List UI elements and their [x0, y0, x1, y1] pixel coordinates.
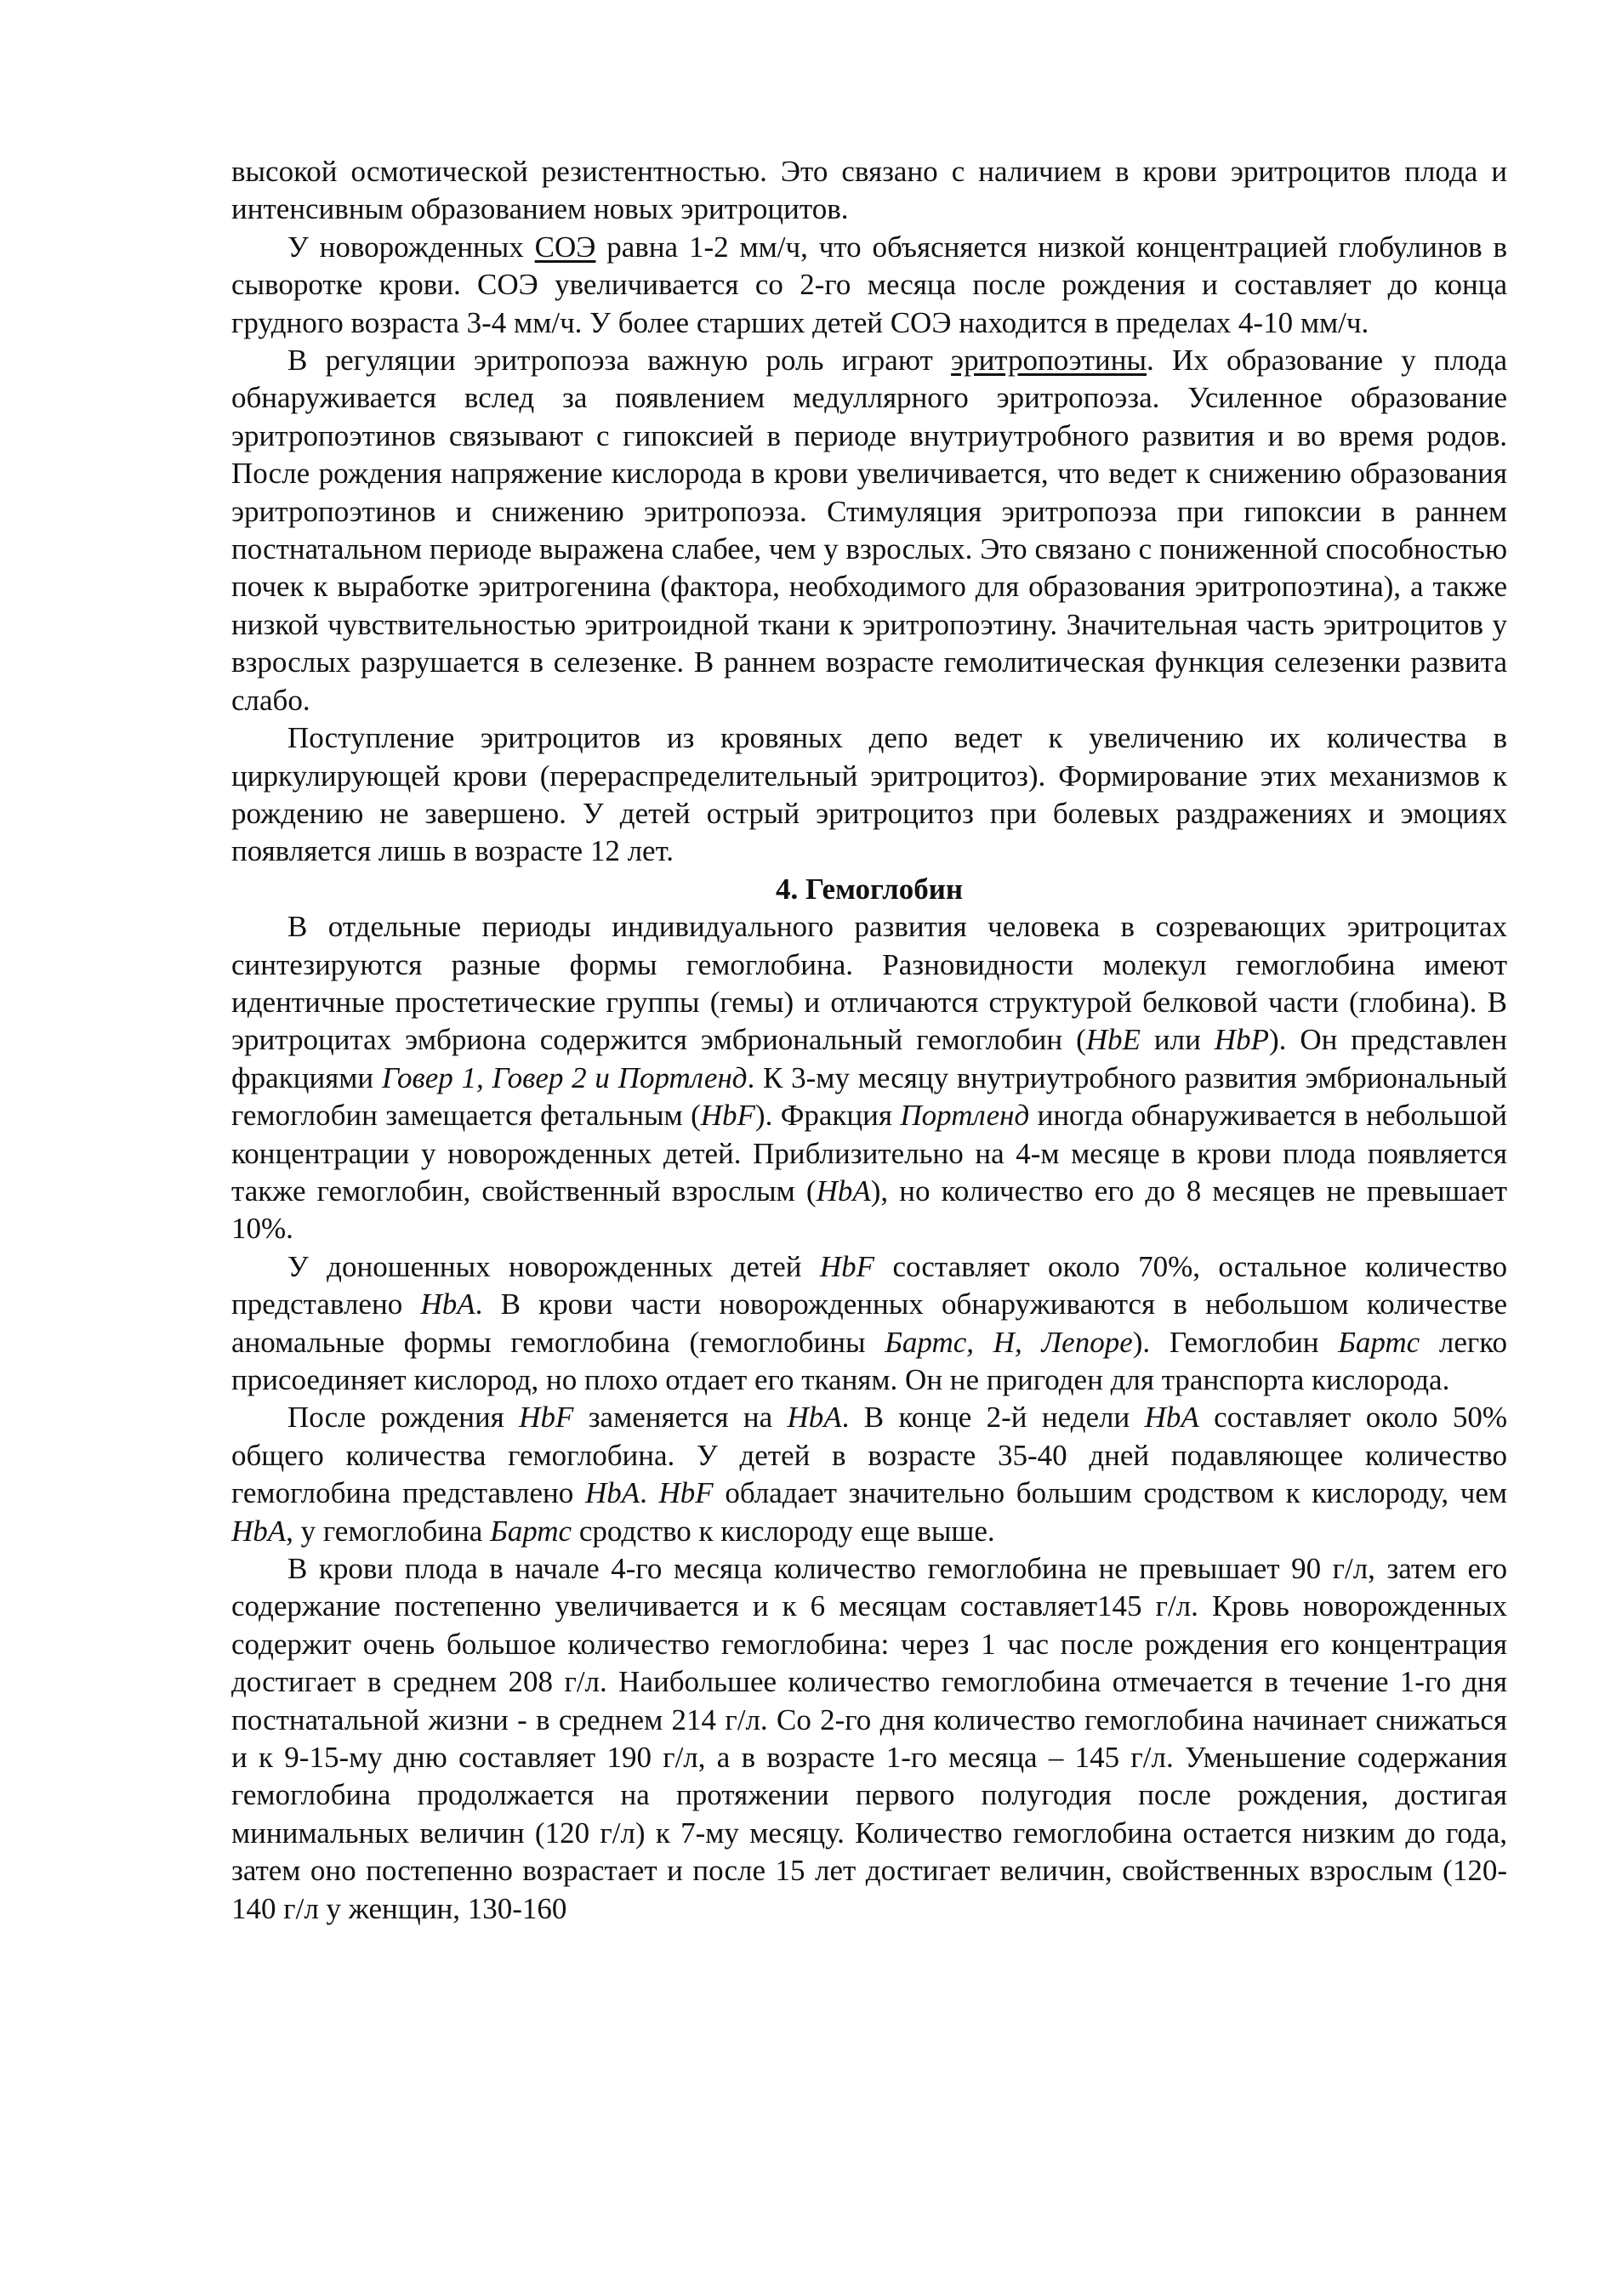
- term-hba: HbA: [1144, 1401, 1199, 1435]
- paragraph-postnatal-replacement: [231, 1399, 1507, 1550]
- paragraph-text: равна 1-2 мм/ч, что объясняется низкой концентрацией глобулинов в сыворотке крови. СОЭ увеличивается со 2-го месяца после рождения и составляет до конца грудного возраста 3-4 мм/ч. У более старших детей СОЭ находится в пределах 4-10 мм/ч.: [231, 230, 1507, 339]
- term-hba: HbA: [420, 1287, 475, 1321]
- paragraph-erythrocytosis: [231, 719, 1507, 871]
- section-title: 4. Гемоглобин: [775, 872, 964, 906]
- paragraph-text: После рождения: [287, 1401, 520, 1435]
- term-abnormal-forms: Бартс, Н, Лепоре: [885, 1325, 1133, 1359]
- term-hbf: HbF: [819, 1249, 875, 1283]
- paragraph-text: .: [640, 1476, 659, 1510]
- paragraph-text: В крови плода в начале 4-го месяца количество гемоглобина не превышает 90 г/л, затем его содержание постепенно увеличивается и к 6 месяцам составляет145 г/л. Кровь новорожденных содержит очень большое количество гемоглобина: через 1 час после рождения его концентрация достигает в среднем 208 г/л. Наибольшее количество гемоглобина отмечается в течение 1-го дня постнатальной жизни - в среднем 214 г/л. Со 2-го дня количество гемоглобина начинает снижаться и к 9-15-му дню составляет 190 г/л, а в возрасте 1-го месяца – 145 г/л. Уменьшение содержания гемоглобина продолжается на протяжении первого полугодия после рождения, достигая минимальных величин (120 г/л) к 7-му месяцу. Количество гемоглобина остается низким до года, затем оно постепенно возрастает и после 15 лет достигает величин, свойственных взрослым (120-140 г/л у женщин, 130-160: [231, 1552, 1507, 1925]
- paragraph-text: . В крови части новорожденных обнаруживаются в небольшом количестве аномальные формы гемоглобина (гемоглобины: [231, 1287, 1507, 1359]
- link-erythropoietins[interactable]: эритропоэтины: [951, 344, 1147, 378]
- paragraph-text: В отдельные периоды индивидуального развития человека в созревающих эритроцитах синтезируются разные формы гемоглобина. Разновидности молекул гемоглобина имеют идентичные простетические группы (гемы) и отличаются структурой белковой части (глобина). В эритроцитах эмбриона содержится эмбриональный гемоглобин (: [231, 910, 1507, 1057]
- paragraph-text: составляет около 50% общего количества гемоглобина. У детей в возрасте 35-40 дней подавляющее количество гемоглобина представлено: [231, 1401, 1507, 1510]
- paragraph-osmotic-resistance: [231, 153, 1507, 229]
- term-hbf: HbF: [700, 1099, 755, 1133]
- paragraph-text: . Их образование у плода обнаруживается вслед за появлением медуллярного эритропоэза. Усиленное образование эритропоэтинов связывают с гипоксией в периоде внутриутробного развития и во время родов. После рождения напряжение кислорода в крови увеличивается, что ведет к снижению образования эритропоэтинов и снижению эритропоэза. Стимуляция эритропоэза при гипоксии в раннем постнатальном периоде выражена слабее, чем у взрослых. Это связано с пониженной способностью почек к выработке эритрогенина (фактора, необходимого для образования эритропоэтина), а также низкой чувствительностью эритроидной ткани к эритропоэтину. Значительная часть эритроцитов у взрослых разрушается в селезенке. В раннем возрасте гемолитическая функция селезенки развита слабо.: [231, 344, 1507, 717]
- link-soe[interactable]: СОЭ: [534, 230, 596, 264]
- term-hba: HbA: [231, 1514, 287, 1548]
- term-hba: HbA: [584, 1476, 640, 1510]
- paragraph-text: иногда обнаруживается в небольшой концентрации у новорожденных детей. Приблизительно на 4-м месяце в крови плода появляется также гемоглобин, свойственный взрослым (: [231, 1099, 1508, 1208]
- paragraph-text: заменяется на: [573, 1401, 788, 1435]
- paragraph-erythropoiesis-regulation: [231, 342, 1507, 719]
- paragraph-text: ). Фракция: [754, 1099, 901, 1133]
- paragraph-text: ), но количество его до 8 месяцев не превышает 10%.: [231, 1174, 1507, 1246]
- paragraph-text: или: [1140, 1023, 1215, 1057]
- paragraph-text: В регуляции эритропоэза важную роль играют: [287, 344, 952, 378]
- term-hba: HbA: [816, 1174, 871, 1208]
- paragraph-newborn-hemoglobin: [231, 1248, 1507, 1400]
- paragraph-hemoglobin-dynamics: [231, 1550, 1507, 1928]
- paragraph-text: обладает значительно большим сродством к кислороду, чем: [713, 1476, 1508, 1510]
- paragraph-text: высокой осмотической резистентностью. Это связано с наличием в крови эритроцитов плода и интенсивным образованием новых эритроцитов.: [231, 155, 1507, 226]
- paragraph-text: У новорожденных: [287, 230, 535, 264]
- paragraph-text: Поступление эритроцитов из кровяных депо ведет к увеличению их количества в циркулирующей крови (перераспределительный эритроцитоз). Формирование этих механизмов к рождению не завершено. У детей острый эритроцитоз при болевых раздражениях и эмоциях появляется лишь в возрасте 12 лет.: [231, 721, 1507, 868]
- paragraph-text: У доношенных новорожденных детей: [287, 1249, 820, 1283]
- term-fractions: Говер 1, Говер 2 и Портленд: [381, 1060, 748, 1094]
- paragraph-text: легко присоединяет кислород, но плохо отдает его тканям. Он не пригоден для транспорта кислорода.: [231, 1325, 1507, 1396]
- paragraph-text: . К 3-му месяцу внутриутробного развития эмбриональный гемоглобин замещается фетальным (: [231, 1060, 1508, 1133]
- document-page: [231, 153, 1507, 1928]
- paragraph-text: . В конце 2-й недели: [841, 1401, 1145, 1435]
- paragraph-text: сродство к кислороду еще выше.: [572, 1514, 995, 1548]
- term-hbf: HbF: [658, 1476, 714, 1510]
- paragraph-text: составляет около 70%, остальное количество представлено: [231, 1249, 1507, 1321]
- term-hbf: HbF: [519, 1401, 574, 1435]
- paragraph-esr: [231, 229, 1507, 342]
- term-hba: HbA: [787, 1401, 842, 1435]
- paragraph-text: ). Он представлен фракциями: [231, 1023, 1507, 1094]
- term-hbe: HbE: [1085, 1023, 1141, 1057]
- paragraph-text: , у гемоглобина: [286, 1514, 491, 1548]
- paragraph-text: ). Гемоглобин: [1132, 1325, 1339, 1359]
- term-barts: Бартс: [1338, 1325, 1420, 1359]
- paragraph-hemoglobin-forms: [231, 908, 1507, 1248]
- term-barts: Бартс: [490, 1514, 572, 1548]
- term-hbp: HbP: [1214, 1023, 1269, 1057]
- term-portland: Портленд: [900, 1099, 1030, 1133]
